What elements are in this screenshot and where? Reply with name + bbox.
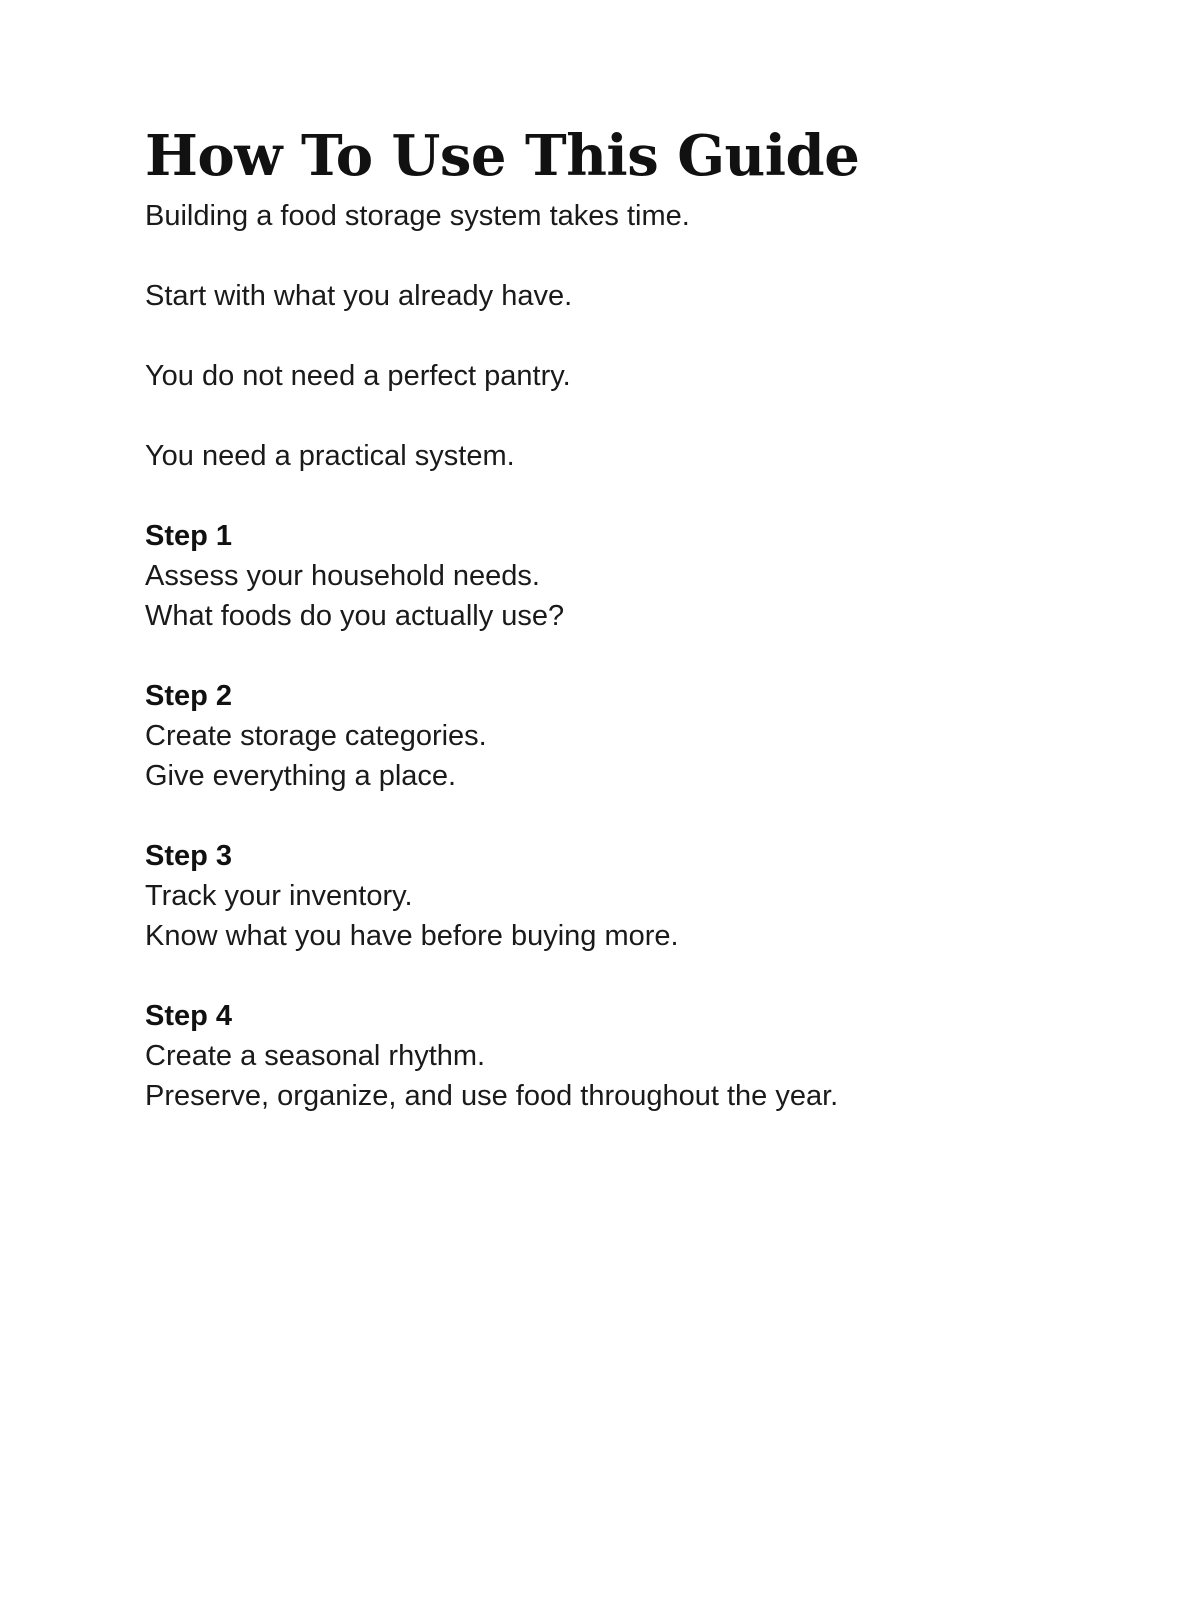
step-line: Create a seasonal rhythm. — [145, 1040, 486, 1072]
step-heading: Step 1 — [145, 520, 233, 552]
intro-line: You need a practical system. — [145, 440, 515, 472]
step-line: Assess your household needs. — [145, 560, 540, 592]
intro-line: Start with what you already have. — [145, 280, 573, 312]
step-2 — [145, 676, 1125, 796]
intro-line: You do not need a perfect pantry. — [145, 360, 571, 392]
step-line: Know what you have before buying more. — [145, 920, 679, 952]
step-line: Give everything a place. — [145, 760, 457, 792]
intro-line: Building a food storage system takes time. — [145, 200, 690, 232]
step-heading: Step 4 — [145, 1000, 233, 1032]
step-line: Track your inventory. — [145, 880, 413, 912]
step-line: Create storage categories. — [145, 720, 487, 752]
step-4 — [145, 996, 1125, 1116]
step-line: What foods do you actually use? — [145, 600, 565, 632]
step-line: Preserve, organize, and use food throughout the year. — [145, 1080, 839, 1112]
intro-section — [145, 196, 1125, 476]
step-heading: Step 2 — [145, 680, 233, 712]
page-title: How To Use This Guide — [145, 123, 860, 189]
step-3 — [145, 836, 1125, 956]
guide-page — [145, 123, 1125, 1116]
step-heading: Step 3 — [145, 840, 233, 872]
step-1 — [145, 516, 1125, 636]
